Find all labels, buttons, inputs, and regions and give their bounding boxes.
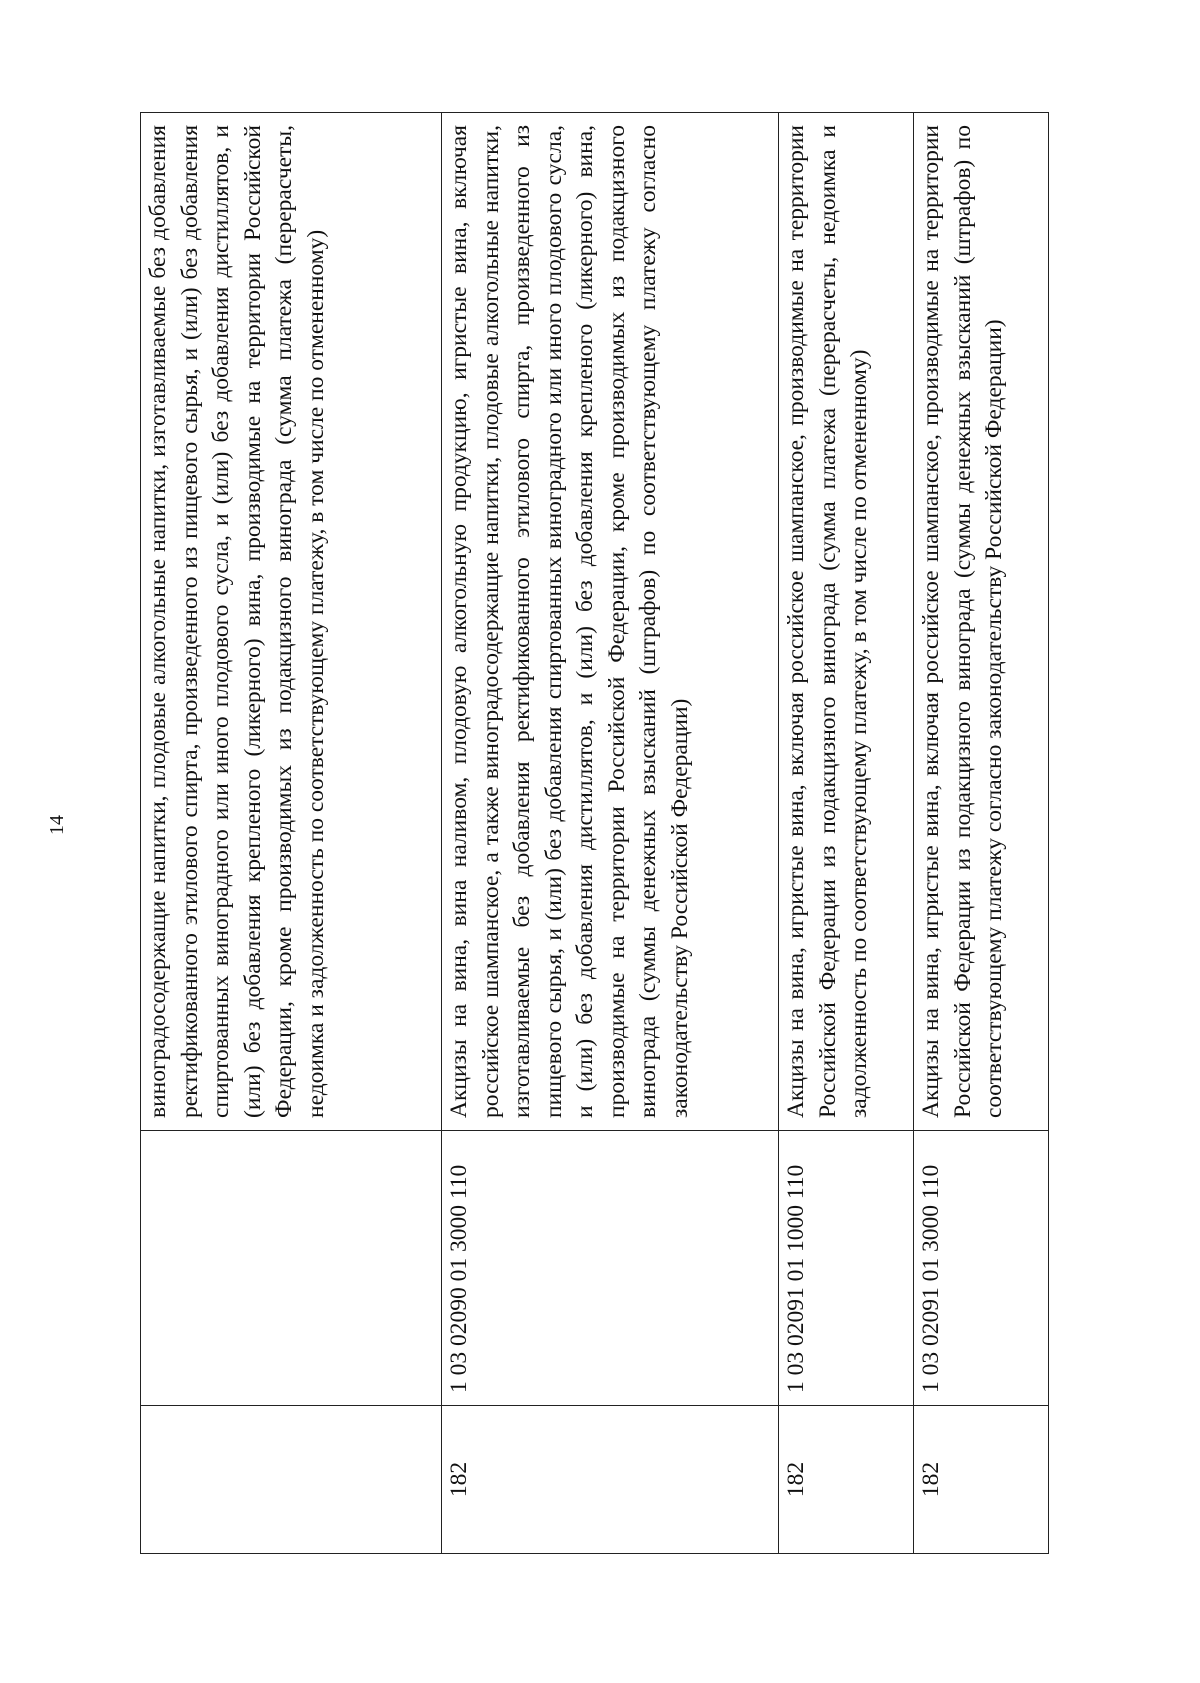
description-cell: Акцизы на вина, игристые вина, включая российское шампанское, производимые на территории Российской Федерации из подакцизного винограда (суммы денежных взысканий (штрафов) по соответствующему платежу согласно законодательству Российской Федерации) <box>914 113 1049 1131</box>
table-row <box>914 113 1049 1554</box>
admin-code-cell <box>141 1406 442 1554</box>
admin-code-cell: 182 <box>914 1406 1049 1554</box>
description-cell: Акцизы на вина, игристые вина, включая российское шампанское, производимые на территории Российской Федерации из подакцизного винограда (сумма платежа (перерасчеты, недоимка и задолженность по соответствующему платежу, в том числе по отмененному) <box>779 113 914 1131</box>
kbk-code-cell: 1 03 02091 01 3000 110 <box>914 1131 1049 1406</box>
kbk-code-cell: 1 03 02091 01 1000 110 <box>779 1131 914 1406</box>
admin-code-cell: 182 <box>442 1406 779 1554</box>
description-cell: Акцизы на вина, вина наливом, плодовую алкогольную продукцию, игристые вина, включая российское шампанское, а также виноградосодержащие напитки, плодовые алкогольные напитки, изготавливаемые без добавления ректификованного этилового спирта, произведенного из пищевого сырья, и (или) без добавления спиртованных виноградного или иного плодового сусла, и (или) без добавления дистиллятов, и (или) без добавления крепленого (ликерного) вина, производимые на территории Российской Федерации, кроме производимых из подакцизного винограда (суммы денежных взысканий (штрафов) по соответствующему платежу согласно законодательству Российской Федерации) <box>442 113 779 1131</box>
page-number: 14 <box>46 815 68 835</box>
description-cell: виноградосодержащие напитки, плодовые алкогольные напитки, изготавливаемые без добавления ректификованного этилового спирта, произведенного из пищевого сырья, и (или) без добавления спиртованных виноградного или иного плодового сусла, и (или) без добавления дистиллятов, и (или) без добавления крепленого (ликерного) вина, производимые на территории Российской Федерации, кроме производимых из подакцизного винограда (сумма платежа (перерасчеты, недоимка и задолженность по соответствующему платежу, в том числе по отмененному) <box>141 113 442 1131</box>
table-row <box>141 113 442 1554</box>
rotated-table-frame <box>140 112 1040 1554</box>
kbk-code-cell: 1 03 02090 01 3000 110 <box>442 1131 779 1406</box>
budget-classification-table <box>140 112 1049 1554</box>
table-row <box>442 113 779 1554</box>
table-row <box>779 113 914 1554</box>
rotated-content <box>140 112 1040 1554</box>
admin-code-cell: 182 <box>779 1406 914 1554</box>
kbk-code-cell <box>141 1131 442 1406</box>
